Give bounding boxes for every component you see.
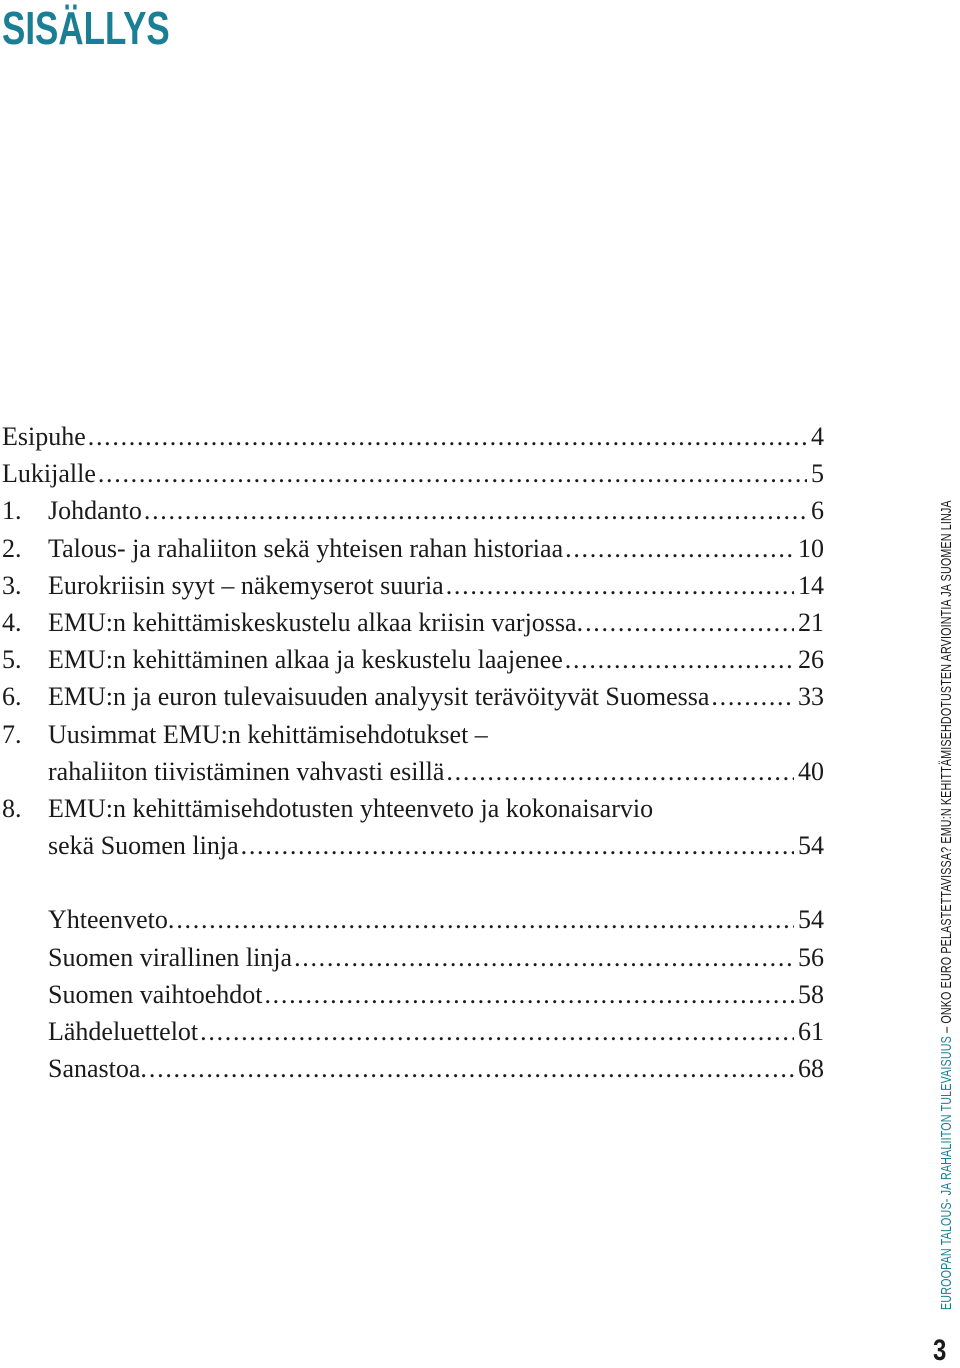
toc-entry-title: EMU:n kehittäminen alkaa ja keskustelu laajenee: [48, 645, 563, 675]
toc-entry-title: Suomen vaihtoehdot: [48, 979, 263, 1009]
toc-entry-title: EMU:n kehittämisehdotusten yhteenveto ja kokonaisarvio: [48, 793, 654, 823]
toc-entry-title: Eurokriisin syyt – näkemyserot suuria: [48, 570, 444, 600]
toc-entry-title: Esipuhe: [2, 422, 86, 451]
publication-subtitle: ONKO EURO PELASTETTAVISSA? EMU:N KEHITTÄMISEHDOTUSTEN ARVIOINTIA JA SUOMEN LINJA: [939, 500, 955, 1024]
toc-entry-chapter-3[interactable]: [2, 567, 824, 604]
dot-leader: [294, 939, 794, 976]
dot-leader: [176, 901, 794, 938]
dot-leader: [144, 492, 807, 529]
toc-entry-page: 54: [798, 905, 824, 935]
toc-entry-chapter-5[interactable]: [2, 641, 824, 678]
toc-entry-lahdeluettelot[interactable]: [2, 1013, 824, 1050]
toc-entry-chapter-1[interactable]: [2, 492, 824, 529]
toc-entry-sanastoa[interactable]: [2, 1050, 824, 1087]
toc-entry-page: 61: [798, 1017, 824, 1046]
toc-entry-title: Lukijalle: [2, 459, 96, 489]
toc-entry-number: 4.: [2, 607, 22, 637]
toc-entry-chapter-7-line-2[interactable]: [2, 753, 824, 790]
page-title: SISÄLLYS: [2, 2, 170, 54]
toc-entry-title: Sanastoa.: [48, 1054, 147, 1084]
table-of-contents: [2, 418, 824, 1087]
toc-entry-number: 5.: [2, 645, 22, 675]
toc-entry-suomen-virallinen-linja[interactable]: [2, 939, 824, 976]
toc-entry-title: EMU:n ja euron tulevaisuuden analyysit terävöityvät Suomessa: [48, 682, 710, 712]
toc-entry-number: 8.: [2, 793, 22, 823]
section-gap: [2, 864, 824, 901]
dot-leader: [565, 530, 794, 567]
toc-entry-title: EMU:n kehittämiskeskustelu alkaa kriisin varjossa.: [48, 607, 584, 637]
toc-entry-page: 54: [798, 831, 824, 861]
title-separator: –: [939, 1023, 955, 1037]
toc-entry-page: 5: [811, 459, 824, 489]
toc-entry-title: Suomen virallinen linja: [48, 942, 293, 972]
toc-entry-chapter-6[interactable]: [2, 678, 824, 715]
dot-leader: [200, 1013, 794, 1050]
dot-leader: [88, 418, 807, 455]
toc-entry-page: 58: [798, 979, 824, 1009]
toc-entry-title: Talous- ja rahaliiton sekä yhteisen rahan historiaa: [48, 533, 564, 563]
dot-leader: [585, 604, 794, 641]
toc-entry-chapter-8-line-1[interactable]: [2, 790, 824, 827]
toc-entry-number: 2.: [2, 533, 22, 563]
toc-entry-number: 6.: [2, 682, 22, 712]
toc-entry-page: 68: [798, 1054, 824, 1084]
toc-entry-title: Uusimmat EMU:n kehittämisehdotukset –: [48, 719, 488, 749]
toc-entry-page: 40: [798, 756, 824, 786]
toc-entry-chapter-2[interactable]: [2, 530, 824, 567]
toc-entry-number: 3.: [2, 570, 22, 600]
toc-entry-page: 33: [798, 682, 824, 712]
dot-leader: [149, 1050, 794, 1087]
toc-entry-number: 1.: [2, 496, 22, 526]
toc-entry-page: 14: [798, 570, 824, 600]
toc-entry-title-continued: sekä Suomen linja: [48, 831, 239, 861]
page-number: 3: [933, 1334, 947, 1367]
toc-entry-yhteenveto[interactable]: [2, 901, 824, 938]
dot-leader: [264, 976, 794, 1013]
toc-entry-page: 6: [811, 496, 824, 526]
publication-title: EUROOPAN TALOUS- JA RAHALIITON TULEVAISUUS: [939, 1036, 955, 1310]
toc-entry-page: 10: [798, 533, 824, 563]
toc-entry-title: Johdanto: [48, 496, 142, 526]
toc-entry-suomen-vaihtoehdot[interactable]: [2, 976, 824, 1013]
toc-entry-page: 26: [798, 645, 824, 675]
toc-entry-chapter-8-line-2[interactable]: [2, 827, 824, 864]
toc-entry-page: 56: [798, 942, 824, 972]
toc-entry-chapter-4[interactable]: [2, 604, 824, 641]
toc-entry-page: 4: [811, 422, 824, 451]
toc-entry-number: 7.: [2, 719, 22, 749]
toc-entry-lukijalle[interactable]: [2, 455, 824, 492]
dot-leader: [711, 678, 794, 715]
toc-entry-esipuhe[interactable]: [2, 418, 824, 455]
toc-entry-chapter-7-line-1[interactable]: [2, 716, 824, 753]
toc-entry-page: 21: [798, 607, 824, 637]
running-header-vertical: [936, 420, 958, 1310]
dot-leader: [565, 641, 794, 678]
toc-entry-title-continued: rahaliiton tiivistäminen vahvasti esillä: [48, 756, 445, 786]
toc-entry-title: Lähdeluettelot: [48, 1017, 199, 1046]
dot-leader: [446, 567, 794, 604]
dot-leader: [98, 455, 807, 492]
toc-entry-title: Yhteenveto.: [48, 905, 175, 935]
dot-leader: [241, 827, 794, 864]
dot-leader: [446, 753, 794, 790]
